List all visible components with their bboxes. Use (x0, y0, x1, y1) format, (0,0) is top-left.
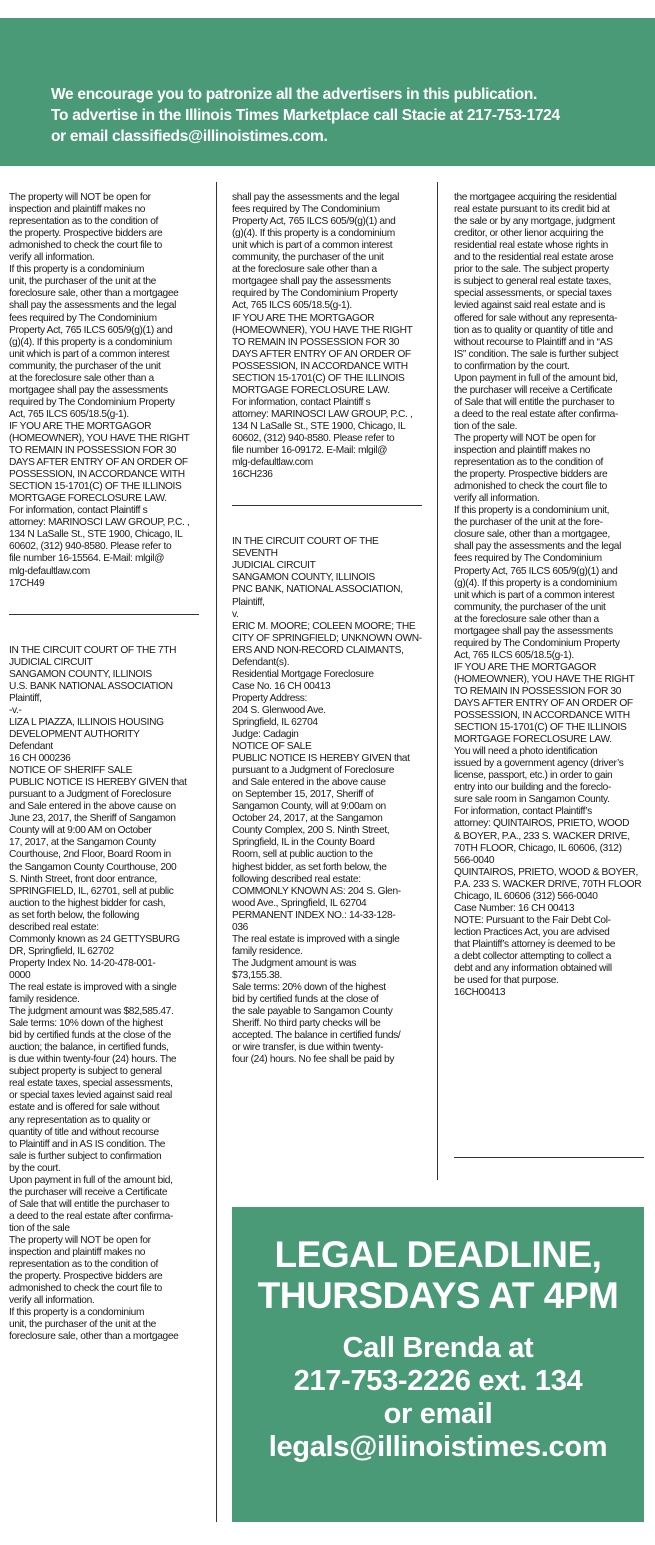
deadline-heading-1: LEGAL DEADLINE, (274, 1234, 602, 1275)
notice-end-rule (454, 1157, 644, 1158)
banner-line-3: or email classifieds@illinoistimes.com. (51, 128, 328, 145)
legal-notice-16ch00413-continued: the mortgagee acquiring the residential real estate pursuant to its credit bid at the sale or by any mortgage, judgment creditor, or other lienor acquiring the residential real estate whose rights in and to the residential real estate arose prior to the sale. The subject property is subject to general real estate taxes, special assessments, or special taxes levied against said real estate and is offered for sale without any representa- tion as to quality or quantity of title and without recourse to Plaintiff and in “AS IS” condition. The sale is further subject to confirmation by the court. Upon payment in full of the amount bid, the purchaser will receive a Certificate of Sale that will entitle the purchaser to a deed to the real estate after confirma- tion of the sale. The property will NOT be open for inspection and plaintiff makes no representation as to the condition of the property. Prospective bidders are admonished to check the court file to verify all information. If this property is a condominium unit, the purchaser of the unit at the fore- closure sale, other than a mortgagee, shall pay the assessments and the legal fees required by The Condominium Property Act, 765 ILCS 605/9(g)(1) and (g)(4). If this property is a condominium unit which is part of a common interest community, the purchaser of the unit at the foreclosure sale other than a mortgagee shall pay the assessments required by The Condominium Property Act, 765 ILCS 605/18.5(g-1). IF YOU ARE THE MORTGAGOR (HOMEOWNER), YOU HAVE THE RIGHT TO REMAIN IN POSSESSION FOR 30 DAYS AFTER ENTRY OF AN ORDER OF POSSESSION, IN ACCORDANCE WITH SECTION 15-1701(C) OF THE ILLINOIS MORTGAGE FORECLOSURE LAW. You will need a photo identification issued by a government agency (driver’s license, passport, etc.) in order to gain entry into our building and the foreclo- sure sale room in Sangamon County. For information, contact Plaintiff’s attorney: QUINTAIROS, PRIETO, WOOD & BOYER, P.A., 233 S. WACKER DRIVE, 70TH FLOOR, Chicago, IL 60606, (312) 566-0040 QUINTAIROS, PRIETO, WOOD & BOYER, P.A. 233 S. WACKER DRIVE, 70TH FLOOR Chicago, IL 60606 (312) 566-0040 Case Number: 16 CH 00413 NOTE: Pursuant to the Fair Debt Col- lection Practices Act, you are advised that Plaintiff’s attorney is deemed to be a debt collector attempting to collect a debt and any information obtained will be used for that purpose. 16CH00413 (454, 192, 642, 999)
notice-divider (9, 614, 199, 615)
column-rule-right (437, 182, 438, 1180)
column-middle (232, 180, 424, 1078)
banner-line-2: To advertise in the Illinois Times Marketplace call Stacie at 217-753-1724 (51, 107, 560, 124)
legal-notice-16ch000236: IN THE CIRCUIT COURT OF THE 7TH JUDICIAL CIRCUIT SANGAMON COUNTY, ILLINOIS U.S. BANK NATIONAL ASSOCIATION Plaintiff, -v.- LIZA L PIAZZA, ILLINOIS HOUSING DEVELOPMENT AUTHORITY Defendant 16 CH 000236 NOTICE OF SHERIFF SALE PUBLIC NOTICE IS HEREBY GIVEN that pursuant to a Judgment of Foreclosure and Sale entered in the above cause on June 23, 2017, the Sheriff of Sangamon County will at 9:00 AM on October 17, 2017, at the Sangamon County Courthouse, 2nd Floor, Board Room in the Sangamon County Courthouse, 200 S. Ninth Street, front door entrance, SPRINGFIELD, IL, 62701, sell at public auction to the highest bidder for cash, as set forth below, the following described real estate: Commonly known as 24 GETTYSBURG DR, Springfield, IL 62702 Property Index No. 14-20-478-001- 0000 The real estate is improved with a single family residence. The judgment amount was $82,585.47. Sale terms: 10% down of the highest bid by certified funds at the close of the auction; the balance, in certified funds, is due within twenty-four (24) hours. The subject property is subject to general real estate taxes, special assessments, or special taxes levied against said real estate and is offered for sale without any representation as to quality or quantity of title and without recourse to Plaintiff and in AS IS condition. The sale is further subject to confirmation by the court. Upon payment in full of the amount bid, the purchaser will receive a Certificate of Sale that will entitle the purchaser to a deed to the real estate after confirma- tion of the sale The property will NOT be open for inspection and plaintiff makes no representation as to the condition of the property. Prospective bidders are admonished to check the court file to verify all information. If this property is a condominium unit, the purchaser of the unit at the foreclosure sale, other than a mortgagee (9, 644, 187, 1343)
column-right (454, 180, 644, 1011)
column-rule-left (216, 182, 217, 1522)
deadline-heading-2: THURSDAYS AT 4PM (257, 1275, 619, 1316)
deadline-or-email: or email (383, 1398, 493, 1430)
legal-deadline-ad (232, 1207, 644, 1522)
legal-notice-16ch00413: IN THE CIRCUIT COURT OF THE SEVENTH JUDICIAL CIRCUIT SANGAMON COUNTY, ILLINOIS PNC BANK, NATIONAL ASSOCIATION, Plaintiff, v. ERIC M. MOORE; COLEEN MOORE; THE CITY OF SPRINGFIELD; UNKNOWN OWN- ERS AND NON-RECORD CLAIMANTS, Defendant(s). Residential Mortgage Foreclosure Case No. 16 CH 00413 Property Address: 204 S. Glenwood Ave. Springfield, IL 62704 Judge: Cadagin NOTICE OF SALE PUBLIC NOTICE IS HEREBY GIVEN that pursuant to a Judgment of Foreclosure and Sale entered in the above cause on September 15, 2017, Sheriff of Sangamon County, will at 9:00am on October 24, 2017, at the Sangamon County Complex, 200 S. Ninth Street, Springfield, IL in the County Board Room, sell at public auction to the highest bidder, as set forth below, the following described real estate: COMMONLY KNOWN AS: 204 S. Glen- wood Ave., Springfield, IL 62704 PERMANENT INDEX NO.: 14-33-128- 036 The real estate is improved with a single family residence. The Judgment amount is was $73,155.38. Sale terms: 20% down of the highest bid by certified funds at the close of the sale payable to Sangamon County Sheriff. No third party checks will be accepted. The balance in certified funds/ or wire transfer, is due within twenty- four (24) hours. No fee shall be paid by (232, 536, 422, 1066)
advertiser-banner (0, 18, 655, 166)
deadline-email-link[interactable]: legals@illinoistimes.com (268, 1431, 608, 1463)
deadline-call-text: Call Brenda at (342, 1332, 534, 1364)
column-left (9, 180, 203, 1355)
legal-notice-16ch236-continued: shall pay the assessments and the legal fees required by The Condominium Property Act, 765 ILCS 605/9(g)(1) and (g)(4). If this property is a condominium unit which is part of a common interest community, the purchaser of the unit at the foreclosure sale other than a mortgagee shall pay the assessments required by The Condominium Property Act, 765 ILCS 605/18.5(g-1). IF YOU ARE THE MORTGAGOR (HOMEOWNER), YOU HAVE THE RIGHT TO REMAIN IN POSSESSION FOR 30 DAYS AFTER ENTRY OF AN ORDER OF POSSESSION, IN ACCORDANCE WITH SECTION 15-1701(C) OF THE ILLINOIS MORTGAGE FORECLOSURE LAW. For information, contact Plaintiff s attorney: MARINOSCI LAW GROUP, P.C. , 134 N LaSalle St., STE 1900, Chicago, IL 60602, (312) 940-8580. Please refer to file number 16-09172. E-Mail: mlgil@ mlg-defaultlaw.com 16CH236 (232, 192, 413, 481)
legal-notice-17ch49-continued: The property will NOT be open for inspection and plaintiff makes no representation as to the condition of the property. Prospective bidders are admonished to check the court file to verify all information. If this property is a condominium unit, the purchaser of the unit at the foreclosure sale, other than a mortgagee shall pay the assessments and the legal fees required by The Condominium Property Act, 765 ILCS 605/9(g)(1) and (g)(4). If this property is a condominium unit which is part of a common interest community, the purchaser of the unit at the foreclosure sale other than a mortgagee shall pay the assessments required by The Condominium Property Act, 765 ILCS 605/18.5(g-1). IF YOU ARE THE MORTGAGOR (HOMEOWNER), YOU HAVE THE RIGHT TO REMAIN IN POSSESSION FOR 30 DAYS AFTER ENTRY OF AN ORDER OF POSSESSION, IN ACCORDANCE WITH SECTION 15-1701(C) OF THE ILLINOIS MORTGAGE FORECLOSURE LAW. For information, contact Plaintiff s attorney: MARINOSCI LAW GROUP, P.C. , 134 N LaSalle St., STE 1900, Chicago, IL 60602, (312) 940-8580. Please refer to file number 16-15564. E-Mail: mlgil@ mlg-defaultlaw.com 17CH49 (9, 192, 190, 589)
notice-divider (232, 505, 422, 506)
deadline-phone: 217-753-2226 ext. 134 (293, 1365, 583, 1397)
banner-line-1: We encourage you to patronize all the advertisers in this publication. (51, 86, 538, 103)
